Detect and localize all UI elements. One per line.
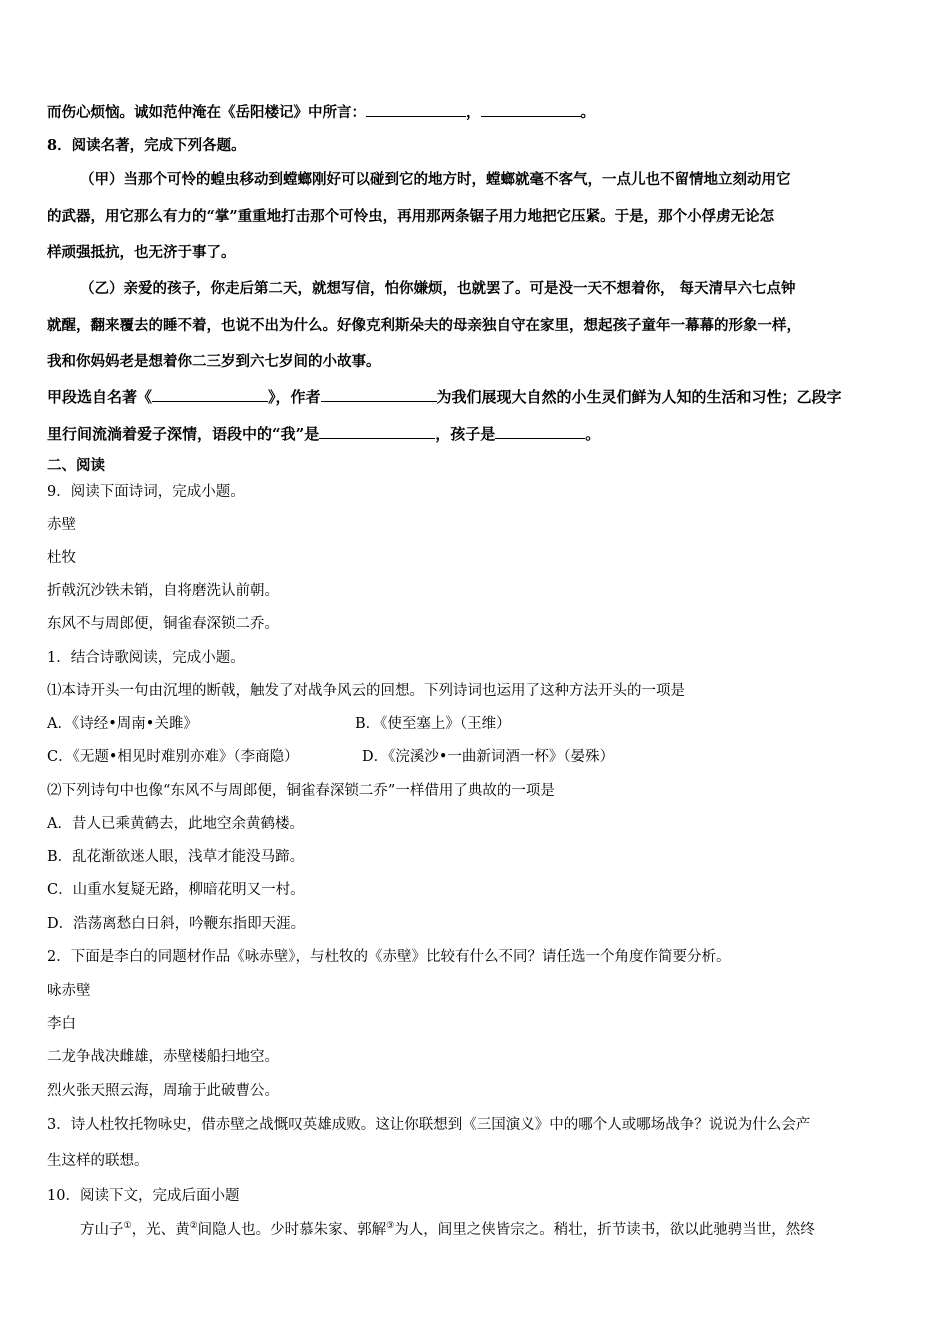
poem1-author: 杜牧 (47, 550, 76, 566)
footnote-1: ① (123, 1221, 132, 1232)
q7-blank-2[interactable] (481, 102, 581, 117)
q7-answer-line (47, 102, 595, 123)
q7-blank-1[interactable] (366, 102, 466, 117)
q8-title: 8．阅读名著，完成下列各题。 (47, 137, 246, 154)
poem2-title: 咏赤壁 (47, 983, 91, 999)
q9-sub1-q2-option-d[interactable]: D．浩荡离愁白日斜，吟鞭东指即天涯。 (47, 916, 306, 932)
q9-sub2: 2．下面是李白的同题材作品《咏赤壁》，与杜牧的《赤壁》比较有什么不同？请任选一个角度作简要分析。 (47, 949, 731, 965)
poem1-line-1: 折戟沉沙铁未销，自将磨洗认前朝。 (47, 583, 279, 599)
q10-passage-line-1: 方山子①，光、黄②间隐人也。少时慕朱家、郭解③为人，闾里之侠皆宗之。稍壮，折节读书，欲以此驰骋当世，然终 (80, 1221, 815, 1238)
q10-title: 10．阅读下文，完成后面小题 (47, 1188, 240, 1204)
footnote-3: ③ (386, 1221, 395, 1232)
q8-jia-line-1: （甲）当那个可怜的蝗虫移动到螳螂刚好可以碰到它的地方时，螳螂就毫不客气，一点儿也不留情地立刻动用它 (80, 171, 791, 188)
q9-sub1-q1-option-d[interactable]: D．《浣溪沙•一曲新词酒一杯》（晏殊） (362, 749, 615, 765)
q8-jia-line-3: 样顽强抵抗，也无济于事了。 (47, 244, 236, 261)
poem2-line-1: 二龙争战决雌雄，赤壁楼船扫地空。 (47, 1049, 279, 1065)
q8-jia-line-2: 的武器，用它那么有力的“掌”重重地打击那个可怜虫，再用那两条锯子用力地把它压紧。于是，那个小俘虏无论怎 (47, 208, 775, 225)
q9-sub1-q2-option-b[interactable]: B．乱花渐欲迷人眼，浅草才能没马蹄。 (47, 849, 305, 865)
section-2-title: 二、阅读 (47, 457, 105, 474)
poem1-title: 赤壁 (47, 517, 76, 533)
q9-sub1-q1-option-b[interactable]: B．《使至塞上》（王维） (355, 716, 511, 732)
q9-sub1-title: 1．结合诗歌阅读，完成小题。 (47, 650, 245, 666)
q9-sub1-question-1: ⑴本诗开头一句由沉埋的断戟，触发了对战争风云的回想。下列诗词也运用了这种方法开头的一项是 (47, 683, 685, 699)
q9-sub1-q2-option-a[interactable]: A．昔人已乘黄鹤去，此地空余黄鹤楼。 (47, 816, 304, 832)
poem2-author: 李白 (47, 1016, 76, 1032)
q9-sub1-q1-option-c[interactable]: C．《无题•相见时难别亦难》（李商隐） (47, 749, 299, 765)
q9-title: 9．阅读下面诗词，完成小题。 (47, 484, 245, 500)
poem1-line-2: 东风不与周郎便，铜雀春深锁二乔。 (47, 616, 279, 632)
q7-comma: ， (466, 104, 481, 121)
q9-sub1-question-2: ⑵下列诗句中也像“东风不与周郎便，铜雀春深锁二乔”一样借用了典故的一项是 (47, 783, 555, 799)
q9-sub3-line-1: 3．诗人杜牧托物咏史，借赤壁之战慨叹英雄成败。这让你联想到《三国演义》中的哪个人或哪场战争？说说为什么会产 (47, 1117, 811, 1133)
poem2-line-2: 烈火张天照云海，周瑜于此破曹公。 (47, 1083, 279, 1099)
q8-yi-line-1: （乙）亲爱的孩子，你走后第二天，就想写信，怕你嫌烦，也就罢了。可是没一天不想着你， 每天清早六七点钟 (80, 280, 796, 297)
q8-author-blank[interactable] (321, 387, 437, 402)
footnote-2: ② (189, 1221, 198, 1232)
q8-child-blank[interactable] (495, 424, 585, 439)
q9-sub1-q2-option-c[interactable]: C．山重水复疑无路，柳暗花明又一村。 (47, 882, 305, 898)
q7-text: 而伤心烦恼。诚如范仲淹在《岳阳楼记》中所言： (47, 104, 366, 121)
q9-sub3-line-2: 生这样的联想。 (47, 1153, 149, 1169)
q7-period: 。 (580, 104, 595, 121)
q8-me-blank[interactable] (319, 424, 435, 439)
q8-question-line-1: 甲段选自名著《 》，作者 为我们展现大自然的小生灵们鲜为人知的生活和习性；乙段字 (47, 388, 842, 406)
q8-question-line-2: 里行间流淌着爱子深情，语段中的“我”是 ，孩子是 。 (47, 425, 601, 443)
q8-yi-line-2: 就醒，翻来覆去的睡不着，也说不出为什么。好像克利斯朵夫的母亲独自守在家里，想起孩子童年一幕幕的形象一样， (47, 317, 801, 334)
q9-sub1-q1-option-a[interactable]: A．《诗经•周南•关雎》 (47, 716, 198, 732)
q8-book-blank[interactable] (152, 387, 268, 402)
q8-yi-line-3: 我和你妈妈老是想着你二三岁到六七岁间的小故事。 (47, 353, 381, 370)
